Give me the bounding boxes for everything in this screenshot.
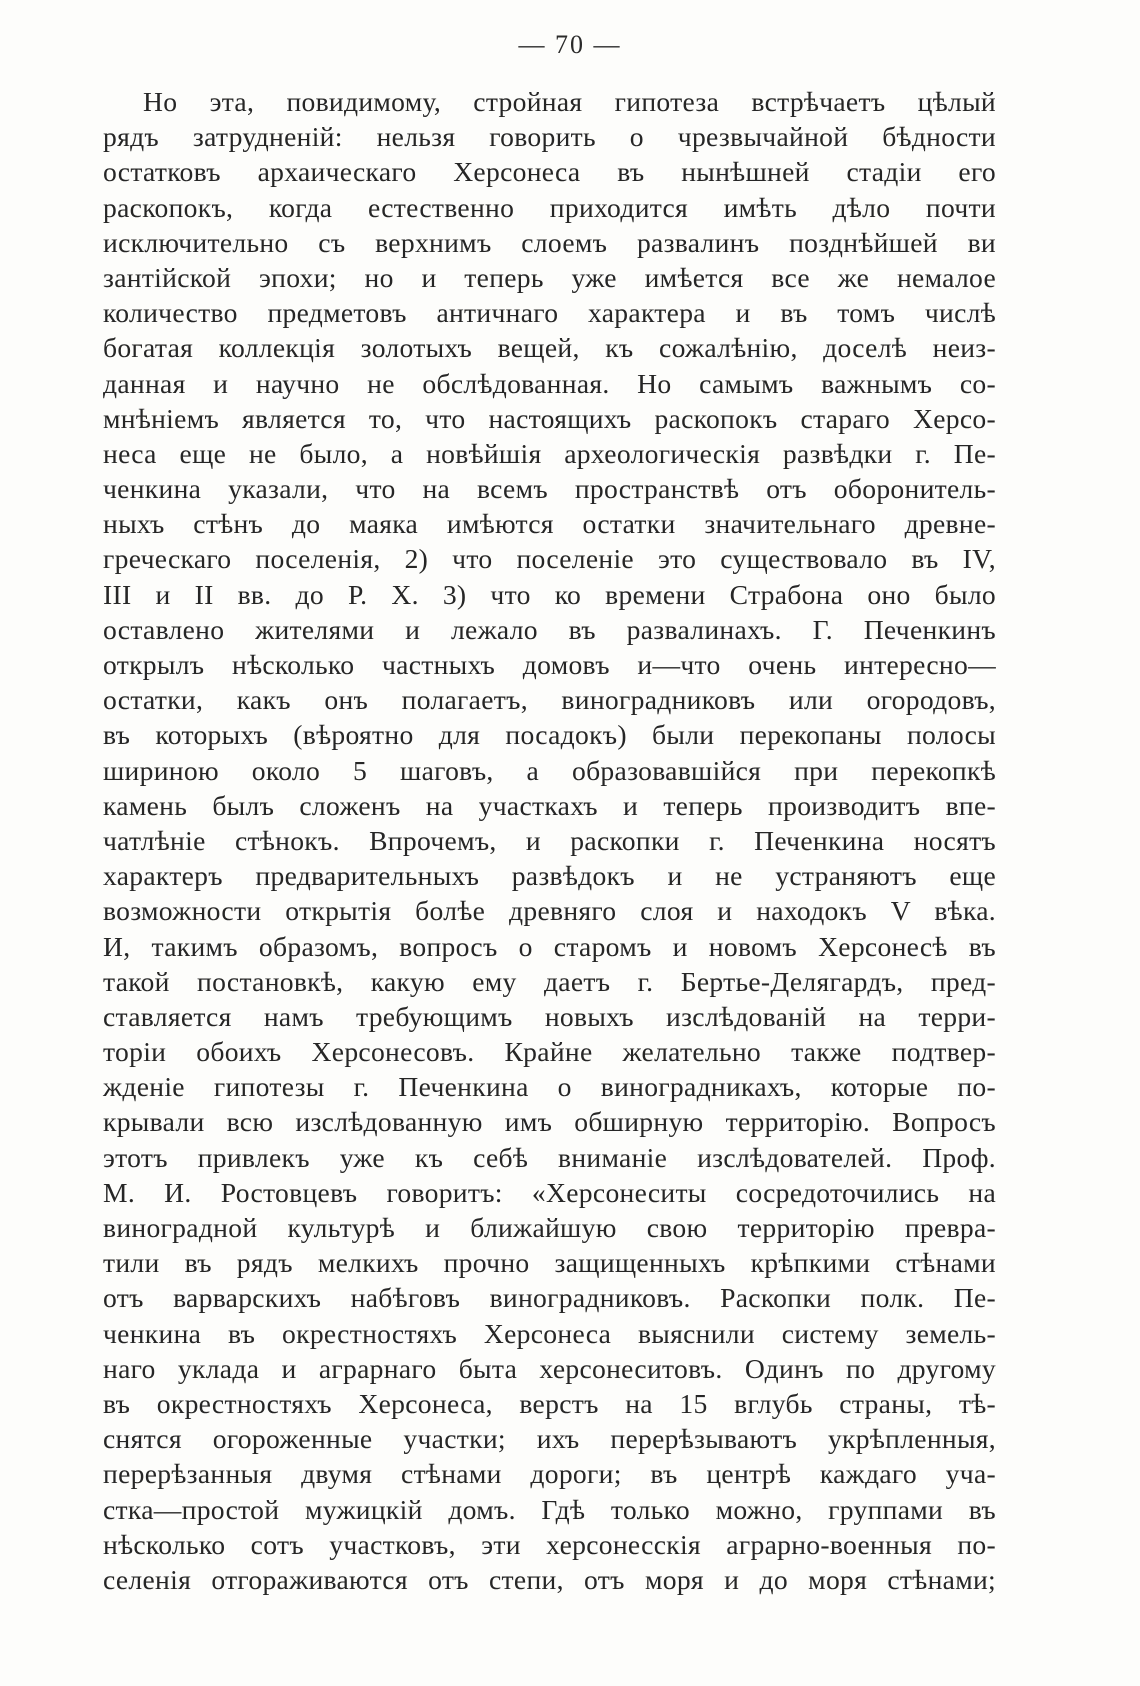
text-line: И, такимъ образомъ, вопросъ о старомъ и новомъ Херсонесѣ въ <box>103 930 996 962</box>
text-line: камень былъ сложенъ на участкахъ и теперь производитъ впе- <box>103 789 996 821</box>
text-line: III и II вв. до Р. Х. 3) что ко времени Страбона оно было <box>103 578 996 610</box>
text-line: ченкина указали, что на всемъ пространствѣ отъ оборонитель- <box>103 473 996 505</box>
text-line: чатлѣніе стѣнокъ. Впрочемъ, и раскопки г. Печенкина носятъ <box>103 824 996 856</box>
text-line: селенія отгораживаются отъ степи, отъ моря и до моря стѣнами; <box>103 1563 996 1595</box>
text-line: рядъ затрудненій: нельзя говорить о чрезвычайной бѣдности <box>103 121 996 153</box>
text-line: этотъ привлекъ уже къ себѣ вниманіе изслѣдователей. Проф. <box>103 1141 996 1173</box>
text-line: въ окрестностяхъ Херсонеса, верстъ на 15 вглубь страны, тѣ- <box>103 1387 996 1419</box>
text-line: ставляется намъ требующимъ новыхъ изслѣдованій на терри- <box>103 1000 996 1032</box>
text-line: остатковъ архаическаго Херсонеса въ нынѣшней стадіи его <box>103 156 996 188</box>
text-line: перерѣзанныя двумя стѣнами дороги; въ центрѣ каждаго уча- <box>103 1458 996 1490</box>
text-line: характеръ предварительныхъ развѣдокъ и не устраняютъ еще <box>103 860 996 892</box>
text-line: ныхъ стѣнъ до маяка имѣются остатки значительнаго древне- <box>103 508 996 540</box>
text-line: оставлено жителями и лежало въ развалинахъ. Г. Печенкинъ <box>103 613 996 645</box>
text-line: наго уклада и аграрнаго быта херсонеситовъ. Одинъ по другому <box>103 1352 996 1384</box>
text-line: остатки, какъ онъ полагаетъ, виноградниковъ или огородовъ, <box>103 684 996 716</box>
text-line: исключительно съ верхнимъ слоемъ развалинъ позднѣйшей ви <box>103 226 996 258</box>
text-line: зантійской эпохи; но и теперь уже имѣется все же немалое <box>103 261 996 293</box>
text-line: М. И. Ростовцевъ говоритъ: «Херсонеситы сосредоточились на <box>103 1176 996 1208</box>
text-line: отъ варварскихъ набѣговъ виноградниковъ. Раскопки полк. Пе- <box>103 1282 996 1314</box>
text-line: тили въ рядъ мелкихъ прочно защищенныхъ крѣпкими стѣнами <box>103 1247 996 1279</box>
body-paragraph <box>103 84 996 1597</box>
text-line: ченкина въ окрестностяхъ Херсонеса выяснили систему земель- <box>103 1317 996 1349</box>
text-line: торіи обоихъ Херсонесовъ. Крайне желательно также подтвер- <box>103 1036 996 1068</box>
text-line: виноградной культурѣ и ближайшую свою территорію превра- <box>103 1212 996 1243</box>
text-line: богатая коллекція золотыхъ вещей, къ сожалѣнію, доселѣ неиз- <box>103 332 996 364</box>
text-line: неса еще не было, а новѣйшія археологическія развѣдки г. Пе- <box>103 437 996 469</box>
text-line: снятся огороженные участки; ихъ перерѣзываютъ укрѣпленныя, <box>103 1423 996 1455</box>
page-number: — 70 — <box>518 30 622 59</box>
text-line: открылъ нѣсколько частныхъ домовъ и—что очень интересно— <box>103 649 996 680</box>
text-line: шириною около 5 шаговъ, а образовавшійся при перекопкѣ <box>103 754 996 786</box>
text-line: греческаго поселенія, 2) что поселеніе это существовало въ IV, <box>103 543 996 575</box>
text-line: количество предметовъ античнаго характера и въ томъ числѣ <box>103 297 996 329</box>
text-line: данная и научно не обслѣдованная. Но самымъ важнымъ со- <box>103 367 996 399</box>
text-line: возможности открытія болѣе древняго слоя и находокъ V вѣка. <box>103 895 996 927</box>
text-line: мнѣніемъ является то, что настоящихъ раскопокъ стараго Херсо- <box>103 402 996 434</box>
text-line: Но эта, повидимому, стройная гипотеза встрѣчаетъ цѣлый <box>143 86 996 117</box>
text-line: жденіе гипотезы г. Печенкина о виноградникахъ, которые по- <box>103 1071 996 1103</box>
text-line: крывали всю изслѣдованную имъ обширную территорію. Вопросъ <box>103 1106 996 1138</box>
text-line: стка—простой мужицкій домъ. Гдѣ только можно, группами въ <box>103 1493 996 1525</box>
text-line: нѣсколько сотъ участковъ, эти херсонесскія аграрно-военныя по- <box>103 1528 996 1560</box>
text-line: такой постановкѣ, какую ему даетъ г. Бертье-Делягардъ, пред- <box>103 965 996 997</box>
text-line: раскопокъ, когда естественно приходится имѣть дѣло почти <box>103 191 996 223</box>
text-line: въ которыхъ (вѣроятно для посадокъ) были перекопаны полосы <box>103 719 996 751</box>
